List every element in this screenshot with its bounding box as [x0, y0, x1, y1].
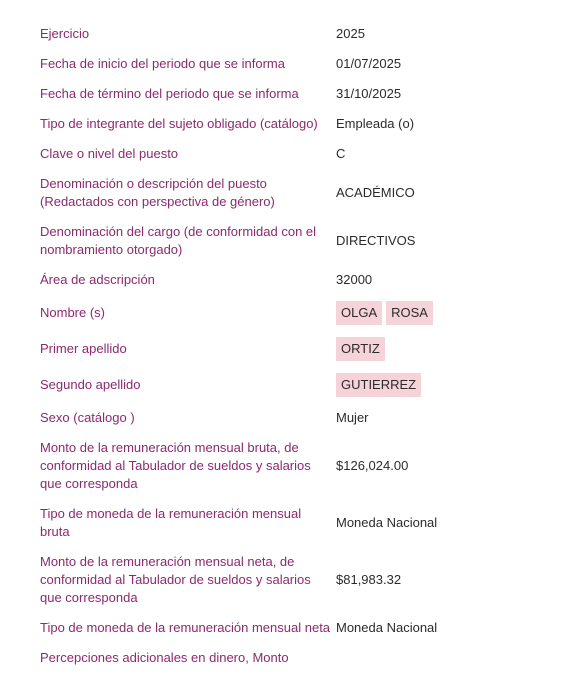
field-label: Denominación del cargo (de conformidad con el nombramiento otorgado) — [40, 224, 317, 257]
field-value — [336, 514, 552, 532]
field-value — [336, 85, 552, 103]
field-label: Ejercicio — [40, 26, 90, 41]
table-row — [32, 79, 552, 109]
value-text: 2025 — [336, 26, 365, 41]
table-row — [32, 109, 552, 139]
value-text: ACADÉMICO — [336, 185, 415, 200]
value-text: $81,983.32 — [336, 572, 402, 587]
field-value — [336, 571, 552, 589]
table-row — [32, 499, 552, 547]
table-row — [32, 265, 552, 295]
field-label: Tipo de integrante del sujeto obligado (catálogo) — [40, 116, 318, 131]
table-row — [32, 331, 552, 367]
table-row — [32, 139, 552, 169]
value-text: 01/07/2025 — [336, 56, 402, 71]
table-row — [32, 403, 552, 433]
table-row — [32, 547, 552, 613]
value-text: Empleada (o) — [336, 116, 415, 131]
table-row — [32, 169, 552, 217]
field-label: Segundo apellido — [40, 377, 141, 392]
field-label: Sexo (catálogo ) — [40, 410, 135, 425]
field-value — [336, 457, 552, 475]
field-value — [336, 337, 552, 361]
value-text: 32000 — [336, 272, 373, 287]
highlighted-name: GUTIERREZ — [336, 373, 421, 397]
value-text: $126,024.00 — [336, 458, 409, 473]
table-row — [32, 367, 552, 403]
field-value — [336, 373, 552, 397]
field-label: Fecha de inicio del periodo que se informa — [40, 56, 285, 71]
field-label: Monto de la remuneración mensual neta, de conformidad al Tabulador de sueldos y salarios que corresponda — [40, 554, 311, 605]
highlighted-name: OLGA — [336, 301, 382, 325]
field-value — [336, 232, 552, 250]
field-value — [336, 409, 552, 427]
value-text: DIRECTIVOS — [336, 233, 416, 248]
highlighted-name: ROSA — [386, 301, 433, 325]
value-text: C — [336, 146, 346, 161]
highlighted-name: ORTIZ — [336, 337, 385, 361]
table-row — [32, 643, 552, 673]
field-value — [336, 115, 552, 133]
table-row — [32, 295, 552, 331]
field-value — [336, 271, 552, 289]
field-label: Fecha de término del periodo que se informa — [40, 86, 299, 101]
field-label: Denominación o descripción del puesto (Redactados con perspectiva de género) — [40, 176, 275, 209]
table-row — [32, 49, 552, 79]
field-value — [336, 25, 552, 43]
table-row — [32, 613, 552, 643]
value-text: Moneda Nacional — [336, 515, 438, 530]
record-detail-table — [32, 19, 552, 673]
field-value — [336, 619, 552, 637]
value-text: Mujer — [336, 410, 369, 425]
field-label: Monto de la remuneración mensual bruta, de conformidad al Tabulador de sueldos y salarios que corresponda — [40, 440, 311, 491]
table-row — [32, 19, 552, 49]
table-row — [32, 217, 552, 265]
field-label: Percepciones adicionales en dinero, Monto — [40, 650, 289, 665]
value-text: 31/10/2025 — [336, 86, 402, 101]
field-label: Clave o nivel del puesto — [40, 146, 179, 161]
field-label: Nombre (s) — [40, 305, 106, 320]
field-value — [336, 184, 552, 202]
field-value — [336, 55, 552, 73]
field-label: Tipo de moneda de la remuneración mensual neta — [40, 620, 331, 635]
field-label: Primer apellido — [40, 341, 127, 356]
value-text: Moneda Nacional — [336, 620, 438, 635]
field-value — [336, 145, 552, 163]
field-label: Tipo de moneda de la remuneración mensual bruta — [40, 506, 302, 539]
field-value — [336, 301, 552, 325]
field-label: Área de adscripción — [40, 272, 155, 287]
table-row — [32, 433, 552, 499]
